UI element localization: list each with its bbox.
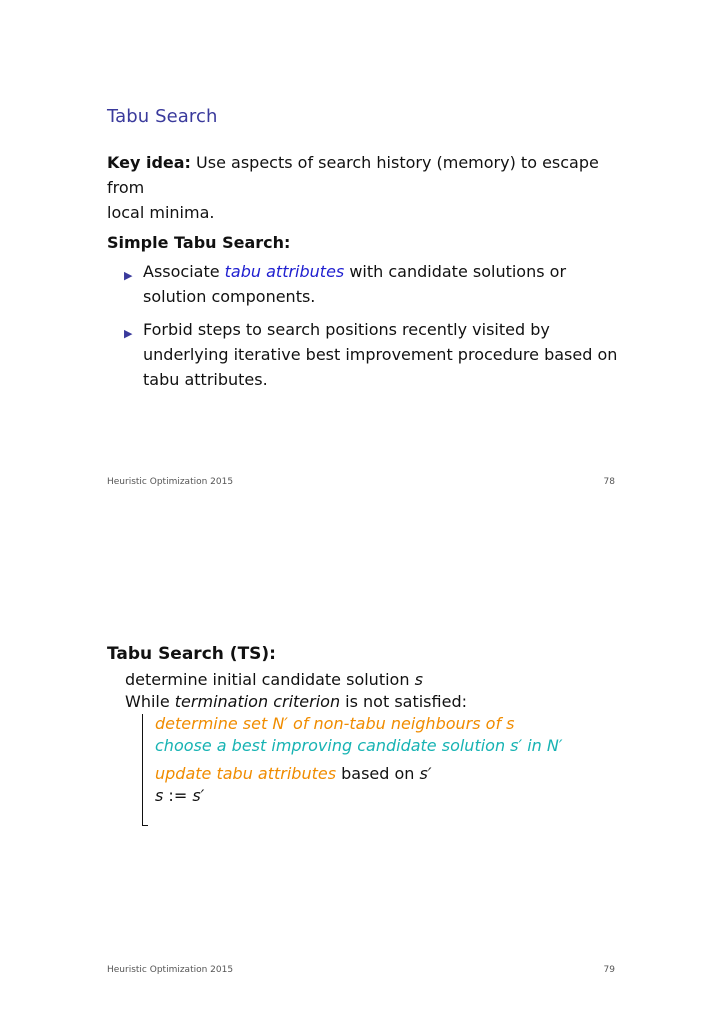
bullet-text-pre: Associate — [143, 262, 225, 281]
footer-page-number: 79 — [603, 965, 615, 975]
algo-assign-operator: := — [163, 786, 193, 805]
bullet-text-rest: with candidate solutions or — [344, 262, 567, 281]
loop-bracket-foot — [142, 825, 148, 826]
update-tabu-attributes-emphasis: update tabu attributes — [155, 764, 337, 783]
algo-line-while — [125, 691, 467, 713]
algo-step-determine-set: determine set N′ of non-tabu neighbours of s — [155, 714, 515, 733]
bullet-text — [143, 317, 624, 392]
simple-tabu-heading: Simple Tabu Search: — [107, 233, 291, 252]
tabu-attributes-emphasis: tabu attributes — [224, 262, 345, 281]
bullet-text-line2: solution components. — [143, 287, 316, 306]
algo-init-text: determine initial candidate solution — [125, 670, 415, 689]
algo-step-choose-best: choose a best improving candidate solution s′ in N′ — [155, 736, 563, 755]
bullet-item-forbid — [124, 317, 624, 392]
bullet-marker-icon: ▶ — [124, 269, 133, 282]
bullet-item-associate — [124, 259, 624, 309]
slide-78 — [0, 0, 720, 509]
algo-step-assign — [155, 785, 204, 807]
footer-page-number: 78 — [603, 477, 615, 487]
key-idea-label: Key idea: — [107, 153, 191, 172]
termination-criterion-emphasis: termination criterion — [174, 692, 341, 711]
footer-course: Heuristic Optimization 2015 — [107, 965, 234, 975]
algo-step-update — [155, 763, 432, 785]
slide-title: Tabu Search — [107, 106, 218, 127]
algo-var-s-prime: s′ — [419, 764, 432, 783]
ts-heading: Tabu Search (TS): — [107, 644, 276, 664]
bullet-text — [143, 259, 624, 309]
footer-course: Heuristic Optimization 2015 — [107, 477, 234, 487]
algo-line-init — [125, 669, 423, 691]
key-idea-text-line1: Use aspects of search history (memory) to escape from — [107, 153, 599, 197]
algo-var-s: s — [155, 786, 164, 805]
algo-while-text: While — [125, 692, 175, 711]
loop-bracket-bar — [142, 714, 143, 826]
algo-while-rest: is not satisfied: — [340, 692, 467, 711]
slide-79 — [0, 509, 720, 1019]
algo-update-rest: based on — [336, 764, 420, 783]
bullet-text-line3: tabu attributes. — [143, 370, 268, 389]
algo-var-s: s — [414, 670, 423, 689]
key-idea-paragraph — [107, 150, 627, 225]
bullet-text-line2: underlying iterative best improvement procedure based on — [143, 345, 618, 364]
algo-var-s-prime: s′ — [192, 786, 205, 805]
bullet-marker-icon: ▶ — [124, 327, 133, 340]
key-idea-text-line2: local minima. — [107, 203, 215, 222]
bullet-text-line1: Forbid steps to search positions recently visited by — [143, 320, 550, 339]
